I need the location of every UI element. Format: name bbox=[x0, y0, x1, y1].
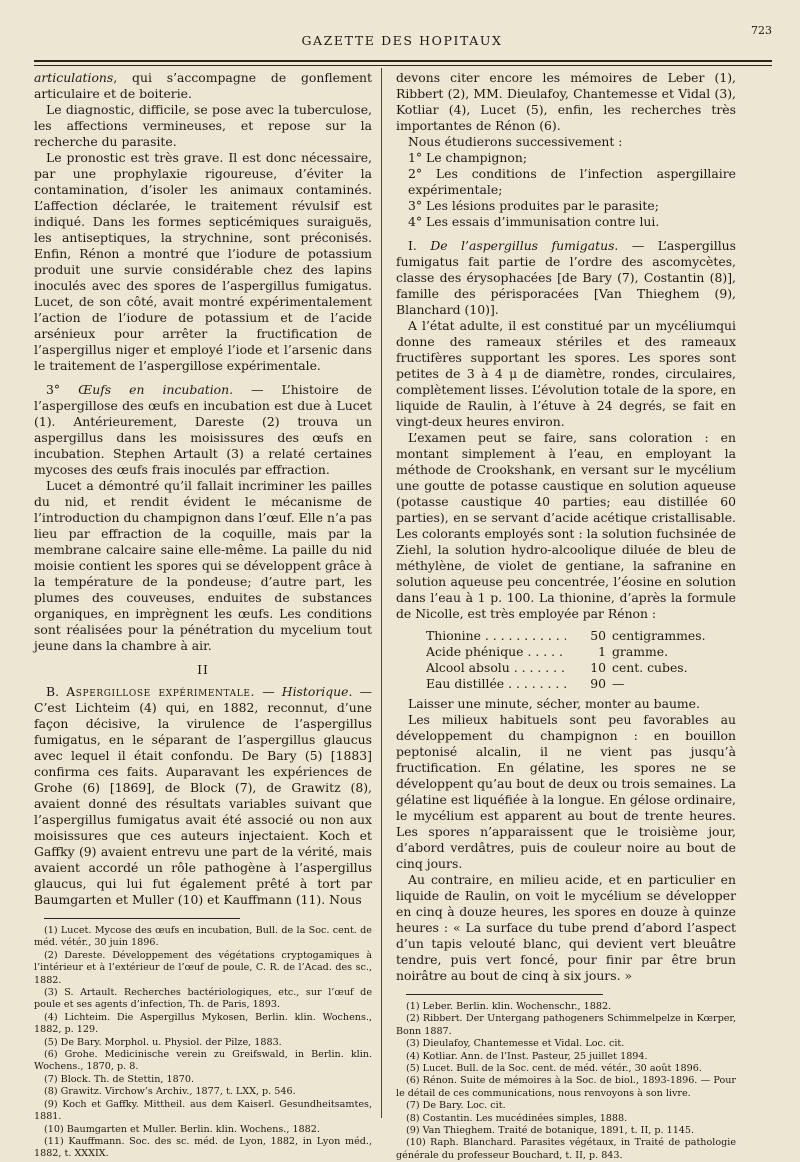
footnote-rule bbox=[44, 918, 240, 919]
running-head bbox=[30, 24, 774, 54]
recipe-quantity: 50 bbox=[590, 628, 606, 643]
footnote: (6) Grohe. Medicinische verein zu Greifswald, in Berlin. klin. Wochens., 1870, p. 8. bbox=[34, 1049, 372, 1073]
left-column bbox=[34, 70, 372, 1161]
dash: — bbox=[255, 684, 282, 699]
list-item: 3° Les lésions produites par le parasite; bbox=[408, 198, 659, 213]
paragraph: A l’état adulte, il est constitué par un mycéliumqui donne des rameaux stériles et des rameaux fructifères supportant les spores. Les spores sont petites de 3 à 4 μ de diamètre, rondes, circulaires, complètement lisses. L’évolution totale de la spore, en liquide de Raulin, à l’étuve à 24 degrés, se fait en vingt-deux heures environ. bbox=[396, 318, 736, 429]
recipe-row bbox=[426, 676, 736, 692]
header-rule-thick bbox=[34, 60, 772, 62]
recipe-row bbox=[426, 644, 736, 660]
recipe-row bbox=[426, 628, 736, 644]
recipe-ingredient: Eau distillée . . . bbox=[426, 676, 566, 692]
section-title: Aspergillose expérimentale. bbox=[66, 684, 256, 699]
paragraph-text: — L’aspergillus fumigatus fait partie de l’ordre des ascomycètes, classe des érysophacées [de Bary (7), Costantin (8)], famille des périsporacées [Van Thieghem (9), Blanchard (10)]. bbox=[396, 238, 736, 317]
footnote: (10) Raph. Blanchard. Parasites végétaux, in Traité de pathologie générale du professeur Bouchard, t. II, p. 843. bbox=[396, 1137, 736, 1161]
paragraph: devons citer encore les mémoires de Leber (1), Ribbert (2), MM. Dieulafoy, Chantemesse et Vidal (3), Kotliar (4), Lucet (5), enfin, les recherches très importantes de Rénon (6). bbox=[396, 70, 736, 133]
paragraph: Lucet a démontré qu’il fallait incriminer les pailles du nid, et rendit évident le mécanisme de l’introduction du champignon dans l’œuf. Elle n’a pas lieu par effraction de la coquille, mais par la membrane calcaire saine elle-même. La paille du nid moisie contient les spores qui se développent grâce à la température de la pondeuse; d’autre part, les plumes des couveuses, enduites de substances organiques, en imprègnent les œufs. Les conditions sont réalisées pour la pénétration du mycelium tout jeune dans la chambre à air. bbox=[34, 478, 372, 653]
footnote: (9) Van Thieghem. Traité de botanique, 1891, t. II, p. 1145. bbox=[406, 1125, 695, 1137]
paragraph-number: B. bbox=[46, 684, 67, 699]
footnote: (8) Costantin. Les mucédinées simples, 1888. bbox=[406, 1112, 628, 1124]
paragraph-text: — C’est Lichteim (4) qui, en 1882, reconnut, d’une façon décisive, la virulence de l’aspergillus fumigatus, en le séparant de l’aspergillus glaucus avec lequel il était confondu. De Bary (5) [1883] confirma ces faits. Auparavant les expériences de Grohe (6) [1869], de Block (7), de Grawitz (8), avaient donné des résultats variables suivant que l’aspergillus fumigatus avait été associé ou non aux moisissures que ces auteurs injectaient. Koch et Gaffky (9) avaient entrevu une part de la vérité, mais avaient accordé un rôle pathogène à l’aspergillus glaucus, qui lui fut également prêté à tort par Baumgarten et Muller (10) et Kauffmann (11). Nous bbox=[34, 684, 372, 907]
footnote: (7) Block. Th. de Stettin, 1870. bbox=[44, 1073, 194, 1085]
footnote: (10) Baumgarten et Muller. Berlin. klin. Wochens., 1882. bbox=[44, 1123, 320, 1135]
recipe-ingredient: Alcool absolu . . . bbox=[426, 660, 566, 676]
header-rule-thin bbox=[34, 65, 772, 66]
recipe-row bbox=[426, 660, 736, 676]
recipe-quantity: 90 bbox=[590, 676, 606, 691]
subheading: Historique. bbox=[281, 684, 353, 699]
footnotes bbox=[34, 925, 372, 1161]
paragraph: Nous étudierons successivement : bbox=[408, 134, 623, 149]
subheading: De l’aspergillus fumigatus. bbox=[430, 238, 619, 253]
footnote: (3) Dieulafoy, Chantemesse et Vidal. Loc. cit. bbox=[406, 1038, 625, 1050]
page-number: 723 bbox=[751, 24, 772, 37]
footnote: (2) Dareste. Développement des végétations cryptogamiques à l’intérieur et à l’extérieur de l’œuf de poule, C. R. de l’Acad. des sc., 1882. bbox=[34, 949, 372, 986]
footnote: (5) Lucet. Bull. de la Soc. cent. de méd. vétér., 30 août 1896. bbox=[406, 1063, 702, 1075]
section-heading: II bbox=[197, 662, 209, 677]
paragraph bbox=[34, 382, 372, 478]
recipe-table bbox=[426, 628, 736, 692]
list-item: 1° Le champignon; bbox=[408, 150, 527, 165]
footnotes bbox=[396, 1001, 736, 1162]
footnote: (4) Lichteim. Die Aspergillus Mykosen, Berlin. klin. Wochens., 1882, p. 129. bbox=[34, 1011, 372, 1036]
recipe-unit: gramme. bbox=[612, 644, 669, 659]
paragraph: Le diagnostic, difficile, se pose avec la tuberculose, les affections vermineuses, et repose sur la recherche du parasite. bbox=[34, 102, 372, 149]
footnote: (6) Rénon. Suite de mémoires à la Soc. de biol., 1893-1896. — Pour le détail de ces communications, nous renvoyons à son livre. bbox=[396, 1075, 736, 1099]
paragraph: L’examen peut se faire, sans coloration : en montant simplement à l’eau, en employant la méthode de Crookshank, en versant sur le mycélium une goutte de potasse caustique en solution aqueuse (potasse caustique 40 parties; eau distillée 60 parties), en se servant d’acide acétique cristallisable. Les colorants employés sont : la solution fuchsinée de Ziehl, la solution hydro-alcoolique diluée de bleu de méthylène, de violet de gentiane, la safranine en solution aqueuse peu concentrée, l’éosine en solution dans l’eau à 1 p. 100. La thionine, d’après la formule de Nicolle, est très employée par Rénon : bbox=[396, 430, 736, 621]
footnote: (5) De Bary. Morphol. u. Physiol. der Pilze, 1883. bbox=[44, 1036, 282, 1048]
recipe-unit: — bbox=[612, 676, 625, 691]
paragraph-number: 3° bbox=[46, 382, 79, 397]
running-title: GAZETTE DES HOPITAUX bbox=[301, 33, 503, 48]
footnote: (2) Ribbert. Der Untergang pathogeners Schimmelpelze in Kœrper, Bonn 1887. bbox=[396, 1013, 736, 1037]
list-item: 2° Les conditions de l’infection aspergillaire expérimentale; bbox=[408, 166, 736, 197]
paragraph-text: , qui s’accompagne de gonflement articulaire et de boiterie. bbox=[34, 70, 372, 101]
footnote: (7) De Bary. Loc. cit. bbox=[406, 1100, 506, 1112]
footnote: (9) Koch et Gaffky. Mittheil. aus dem Kaiserl. Gesundheitsamtes, 1881. bbox=[34, 1098, 372, 1123]
recipe-ingredient: Acide phénique . . . bbox=[426, 644, 566, 660]
paragraph: Au contraire, en milieu acide, et en particulier en liquide de Raulin, on voit le mycélium se développer en cinq à douze heures, les spores en douze à quinze heures : « La surface du tube prend d’abord l’aspect d’un tapis velouté blanc, qui devient vert bleuâtre tendre, puis vert foncé, pour finir par être brun noirâtre au bout de cinq à six jours. » bbox=[396, 872, 736, 983]
subheading: Œufs en incubation. bbox=[78, 382, 234, 397]
paragraph bbox=[396, 238, 736, 318]
paragraph bbox=[34, 684, 372, 908]
paragraph: Le pronostic est très grave. Il est donc nécessaire, par une prophylaxie rigoureuse, d’éviter la contamination, d’isoler les animaux contaminés. L’affection déclarée, le traitement révulsif est indiqué. Dans les formes septicémiques suraiguës, les antiseptiques, la strychnine, sont préconisés. Enfin, Rénon a montré que l’iodure de potassium produit une survie considérable chez des lapins inoculés avec des spores de l’aspergillus fumigatus. Lucet, de son côté, avait montré expérimentalement l’action de l’iodure de potassium et de l’acide arsénieux pour arrêter la fructification de l’aspergillus niger et employé l’iode et l’arsenic dans le traitement de l’aspergillose expérimentale. bbox=[34, 150, 372, 373]
paragraph-text: — L’histoire de l’aspergillose des œufs en incubation est due à Lucet (1). Antérieurement, Dareste (2) trouva un aspergillus dans les moisissures des œufs en incubation. Stephen Artault (3) a relaté certaines mycoses des œufs frais inoculés par effraction. bbox=[34, 382, 372, 477]
list-item: 4° Les essais d’immunisation contre lui. bbox=[408, 214, 660, 229]
column-divider bbox=[381, 68, 382, 1118]
footnote: (8) Grawitz. Virchow’s Archiv., 1877, t. LXX, p. 546. bbox=[44, 1086, 296, 1098]
recipe-unit: centigrammes. bbox=[612, 628, 706, 643]
emphasis: articulations bbox=[34, 70, 114, 85]
footnote: (11) Kauffmann. Soc. des sc. méd. de Lyon, 1882, in Lyon méd., 1882, t. XXXIX. bbox=[34, 1135, 372, 1160]
paragraph: Les milieux habituels sont peu favorables au développement du champignon : en bouillon peptonisé alcalin, il ne vient pas jusqu’à fructification. En gélatine, les spores ne se développent qu’au bout de deux ou trois semaines. La gélatine est liquéfiée à la longue. En gélose ordinaire, le mycélium est apparent au bout de trente heures. Les spores n’apparaissent que le troisième jour, d’abord verdâtres, puis de couleur noire au bout de cinq jours. bbox=[396, 712, 736, 871]
recipe-quantity: 1 bbox=[598, 644, 606, 659]
footnote: (4) Kotliar. Ann. de l’Inst. Pasteur, 25 juillet 1894. bbox=[406, 1050, 648, 1062]
paragraph bbox=[34, 70, 372, 102]
paragraph: Laisser une minute, sécher, monter au baume. bbox=[408, 696, 700, 711]
recipe-ingredient: Thionine . . . bbox=[426, 628, 566, 644]
footnote: (3) S. Artault. Recherches bactériologiques, etc., sur l’œuf de poule et ses agents d’infection, Th. de Paris, 1893. bbox=[34, 987, 372, 1011]
paragraph-number: I. bbox=[408, 238, 431, 253]
footnote-rule bbox=[406, 994, 603, 995]
recipe-quantity: 10 bbox=[590, 660, 606, 675]
right-column bbox=[396, 70, 736, 1162]
footnote: (1) Leber. Berlin. klin. Wochenschr., 1882. bbox=[406, 1001, 612, 1012]
recipe-unit: cent. cubes. bbox=[612, 660, 688, 675]
footnote: (1) Lucet. Mycose des œufs en incubation, Bull. de la Soc. cent. de méd. vétér., 30 juin 1896. bbox=[34, 925, 372, 949]
